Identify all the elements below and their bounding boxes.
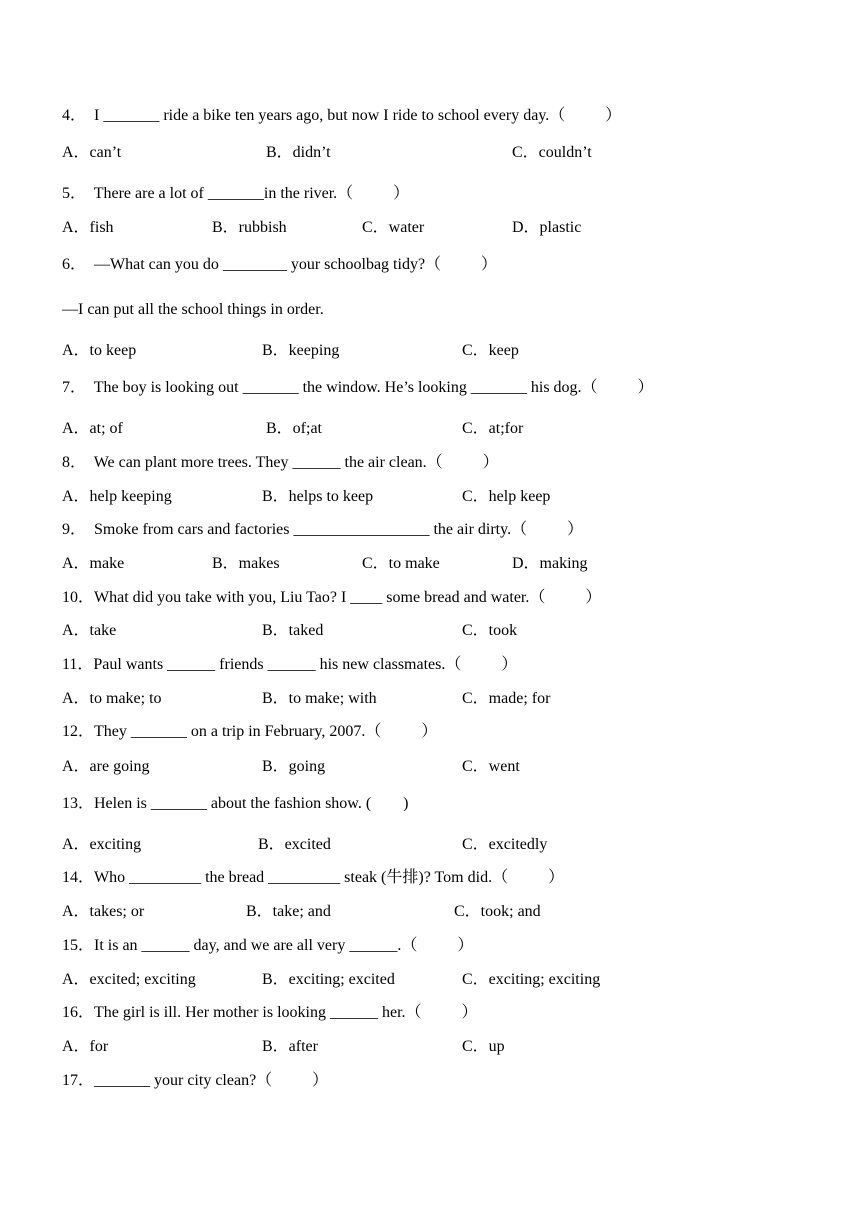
question-16-stem: 16．The girl is ill. Her mother is looking ______ her.（ ） (62, 1004, 478, 1021)
question-13-stem: 13．Helen is _______ about the fashion show. ( ) (62, 795, 409, 812)
question-12-option-b[interactable]: B．going (262, 758, 326, 775)
question-15-option-b[interactable]: B．exciting; excited (262, 971, 395, 988)
question-8-stem: 8． We can plant more trees. They ______ the air clean.（ ） (62, 454, 499, 471)
question-13-option-a[interactable]: A．exciting (62, 836, 142, 853)
question-4-option-a[interactable]: A．can’t (62, 144, 122, 161)
question-12-option-c[interactable]: C．went (462, 758, 520, 775)
question-8-option-b[interactable]: B．helps to keep (262, 488, 374, 505)
question-11-option-c[interactable]: C．made; for (462, 690, 551, 707)
question-10-option-a[interactable]: A．take (62, 622, 117, 639)
question-6-stem: 6． —What can you do ________ your schoolbag tidy?（ ） (62, 256, 498, 273)
question-14-option-c[interactable]: C．took; and (454, 903, 541, 920)
question-10-option-b[interactable]: B．taked (262, 622, 324, 639)
question-16-option-a[interactable]: A．for (62, 1038, 109, 1055)
question-9-stem: 9． Smoke from cars and factories _________________ the air dirty.（ ） (62, 521, 584, 538)
question-10-option-c[interactable]: C．took (462, 622, 518, 639)
question-7-option-a[interactable]: A．at; of (62, 420, 123, 437)
question-4-stem: 4． I _______ ride a bike ten years ago, but now I ride to school every day.（ ） (62, 107, 622, 124)
question-12-option-a[interactable]: A．are going (62, 758, 150, 775)
question-8-option-a[interactable]: A．help keeping (62, 488, 172, 505)
question-9-option-a[interactable]: A．make (62, 555, 125, 572)
question-5-option-c[interactable]: C．water (362, 219, 425, 236)
question-7-option-c[interactable]: C．at;for (462, 420, 524, 437)
question-6-option-c[interactable]: C．keep (462, 342, 519, 359)
question-9-option-b[interactable]: B．makes (212, 555, 280, 572)
question-14-option-b[interactable]: B．take; and (246, 903, 331, 920)
question-13-option-b[interactable]: B．excited (258, 836, 331, 853)
question-5-option-b[interactable]: B．rubbish (212, 219, 287, 236)
question-15-stem: 15．It is an ______ day, and we are all very ______.（ ） (62, 937, 474, 954)
question-7-stem: 7． The boy is looking out _______ the window. He’s looking _______ his dog.（ ） (62, 379, 654, 396)
question-12-stem: 12．They _______ on a trip in February, 2007.（ ） (62, 723, 438, 740)
question-5-stem: 5． There are a lot of _______in the river.（ ） (62, 185, 410, 202)
question-6-option-a[interactable]: A．to keep (62, 342, 137, 359)
question-16-option-b[interactable]: B．after (262, 1038, 318, 1055)
question-17-stem: 17．_______ your city clean?（ ） (62, 1072, 329, 1089)
question-11-stem: 11．Paul wants ______ friends ______ his new classmates.（ ） (62, 656, 518, 673)
question-14-option-a[interactable]: A．takes; or (62, 903, 145, 920)
question-16-option-c[interactable]: C．up (462, 1038, 505, 1055)
question-6-option-b[interactable]: B．keeping (262, 342, 340, 359)
question-10-stem: 10．What did you take with you, Liu Tao? I ____ some bread and water.（ ） (62, 589, 602, 606)
question-11-option-a[interactable]: A．to make; to (62, 690, 162, 707)
question-6-dialogue: —I can put all the school things in order. (62, 301, 324, 318)
question-7-option-b[interactable]: B．of;at (266, 420, 322, 437)
question-4-option-c[interactable]: C．couldn’t (512, 144, 592, 161)
question-13-option-c[interactable]: C．excitedly (462, 836, 548, 853)
question-5-option-a[interactable]: A．fish (62, 219, 114, 236)
question-15-option-c[interactable]: C．exciting; exciting (462, 971, 601, 988)
question-14-stem: 14．Who _________ the bread _________ steak (牛排)? Tom did.（ ） (62, 869, 565, 886)
question-5-option-d[interactable]: D．plastic (512, 219, 582, 236)
question-8-option-c[interactable]: C．help keep (462, 488, 551, 505)
question-9-option-c[interactable]: C．to make (362, 555, 440, 572)
question-4-option-b[interactable]: B．didn’t (266, 144, 331, 161)
question-15-option-a[interactable]: A．excited; exciting (62, 971, 196, 988)
question-11-option-b[interactable]: B．to make; with (262, 690, 377, 707)
question-9-option-d[interactable]: D．making (512, 555, 588, 572)
